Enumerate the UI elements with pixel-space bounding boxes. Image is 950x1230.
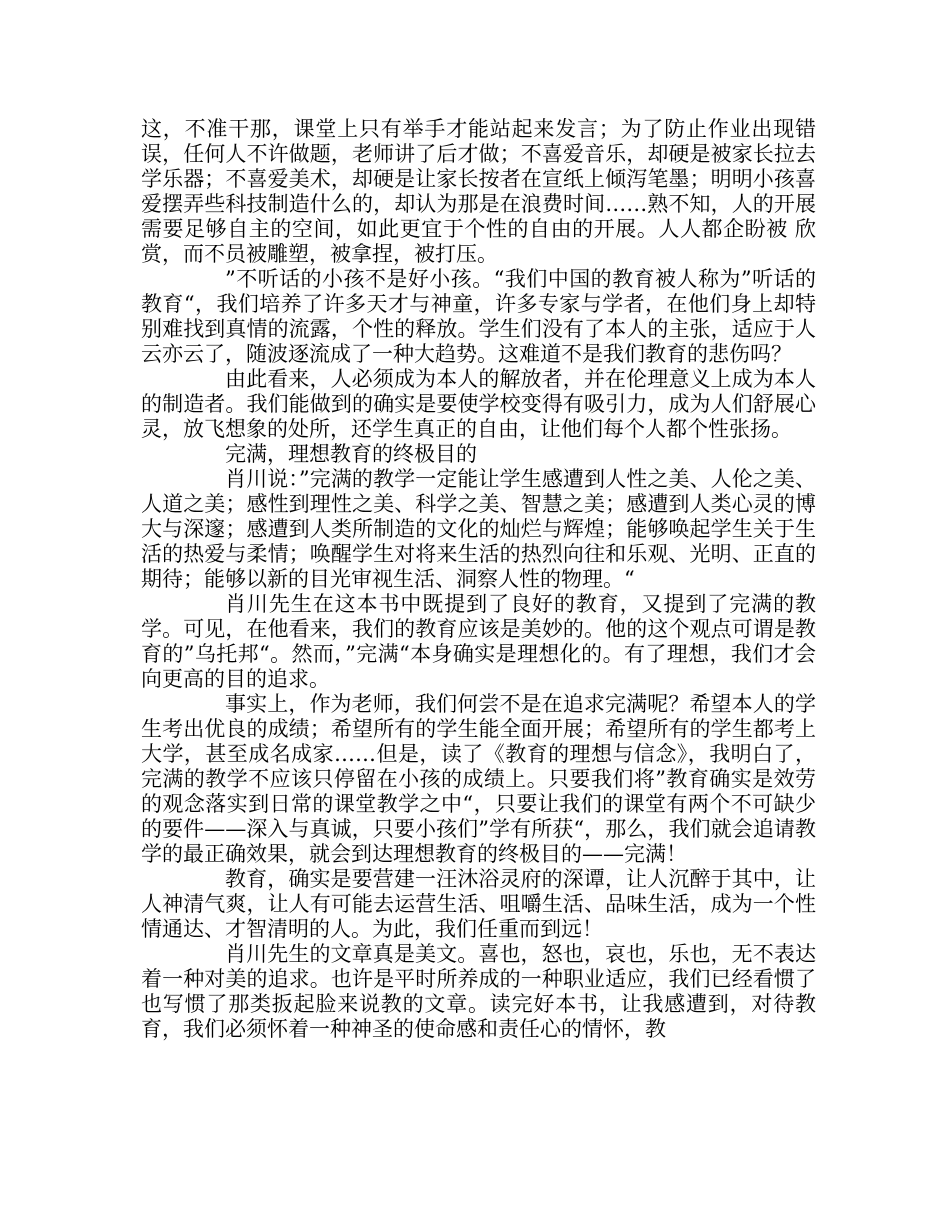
paragraph-5: 肖川先生在这本书中既提到了良好的教育，又提到了完满的教学。可见，在他看来，我们的教育应该是美妙的。他的这个观点可谓是教育的”乌托邦“。然而，”完满“本身确实是理想化的。有了理想，我们才会向更高的目的追求。 xyxy=(141,592,816,691)
section-heading: 完满，理想教育的终极目的 xyxy=(225,442,477,466)
paragraph-1: 这，不准干那，课堂上只有举手才能站起来发言；为了防止作业出现错误，任何人不许做题，老师讲了后才做；不喜爱音乐，却硬是被家长拉去学乐器；不喜爱美术，却硬是让家长按者在宣纸上倾泻笔墨；明明小孩喜爱摆弄些科技制造什么的，却认为那是在浪费时间……熟不知，人的开展需要足够自主的空间，如此更宜于个性的自由的开展。人人都企盼被 欣赏，而不员被雕塑，被拿捏，被打压。 xyxy=(141,117,816,266)
paragraph-7: 教育，确实是要营建一汪沐浴灵府的深谭，让人沉醉于其中，让人神清气爽，让人有可能去运营生活、咀嚼生活、品味生活，成为一个性情通达、才智清明的人。为此，我们任重而到远！ xyxy=(141,867,816,941)
paragraph-3: 由此看来，人必须成为本人的解放者，并在伦理意义上成为本人的制造者。我们能做到的确实是要使学校变得有吸引力，成为人们舒展心灵，放飞想象的处所，还学生真正的自由，让他们每个人都个性张扬。 xyxy=(141,367,816,441)
paragraph-6: 事实上，作为老师，我们何尝不是在追求完满呢？希望本人的学生考出优良的成绩；希望所有的学生能全面开展；希望所有的学生都考上大学，甚至成名成家……但是，读了《教育的理想与信念》，我明白了，完满的教学不应该只停留在小孩的成绩上。只要我们将”教育确实是效劳的观念落实到日常的课堂教学之中“，只要让我们的课堂有两个不可缺少的要件——深入与真诚，只要小孩们”学有所获“，那么，我们就会追请教学的最正确效果，就会到达理想教育的终极目的——完满！ xyxy=(141,692,816,866)
paragraph-4: 肖川说：”完满的教学一定能让学生感遭到人性之美、人伦之美、人道之美；感性到理性之美、科学之美、智慧之美；感遭到人类心灵的博大与深邃；感遭到人类所制造的文化的灿烂与辉煌；能够唤起学生关于生活的热爱与柔情；唤醒学生对将来生活的热烈向往和乐观、光明、正直的期待；能够以新的目光审视生活、洞察人性的物理。“ xyxy=(141,467,816,591)
paragraph-8: 肖川先生的文章真是美文。喜也，怒也，哀也，乐也，无不表达着一种对美的追求。也许是平时所养成的一种职业适应，我们已经看惯了也写惯了那类扳起脸来说教的文章。读完好本书，让我感遭到，对待教育，我们必须怀着一种神圣的使命感和责任心的情怀，教 xyxy=(141,942,816,1041)
paragraph-2: ”不听话的小孩不是好小孩。“我们中国的教育被人称为”听话的教育“，我们培养了许多天才与神童，许多专家与学者，在他们身上却特别难找到真情的流露，个性的释放。学生们没有了本人的主张，适应于人云亦云了，随波逐流成了一种大趋势。这难道不是我们教育的悲伤吗？ xyxy=(141,267,816,366)
document-body xyxy=(141,117,816,1042)
